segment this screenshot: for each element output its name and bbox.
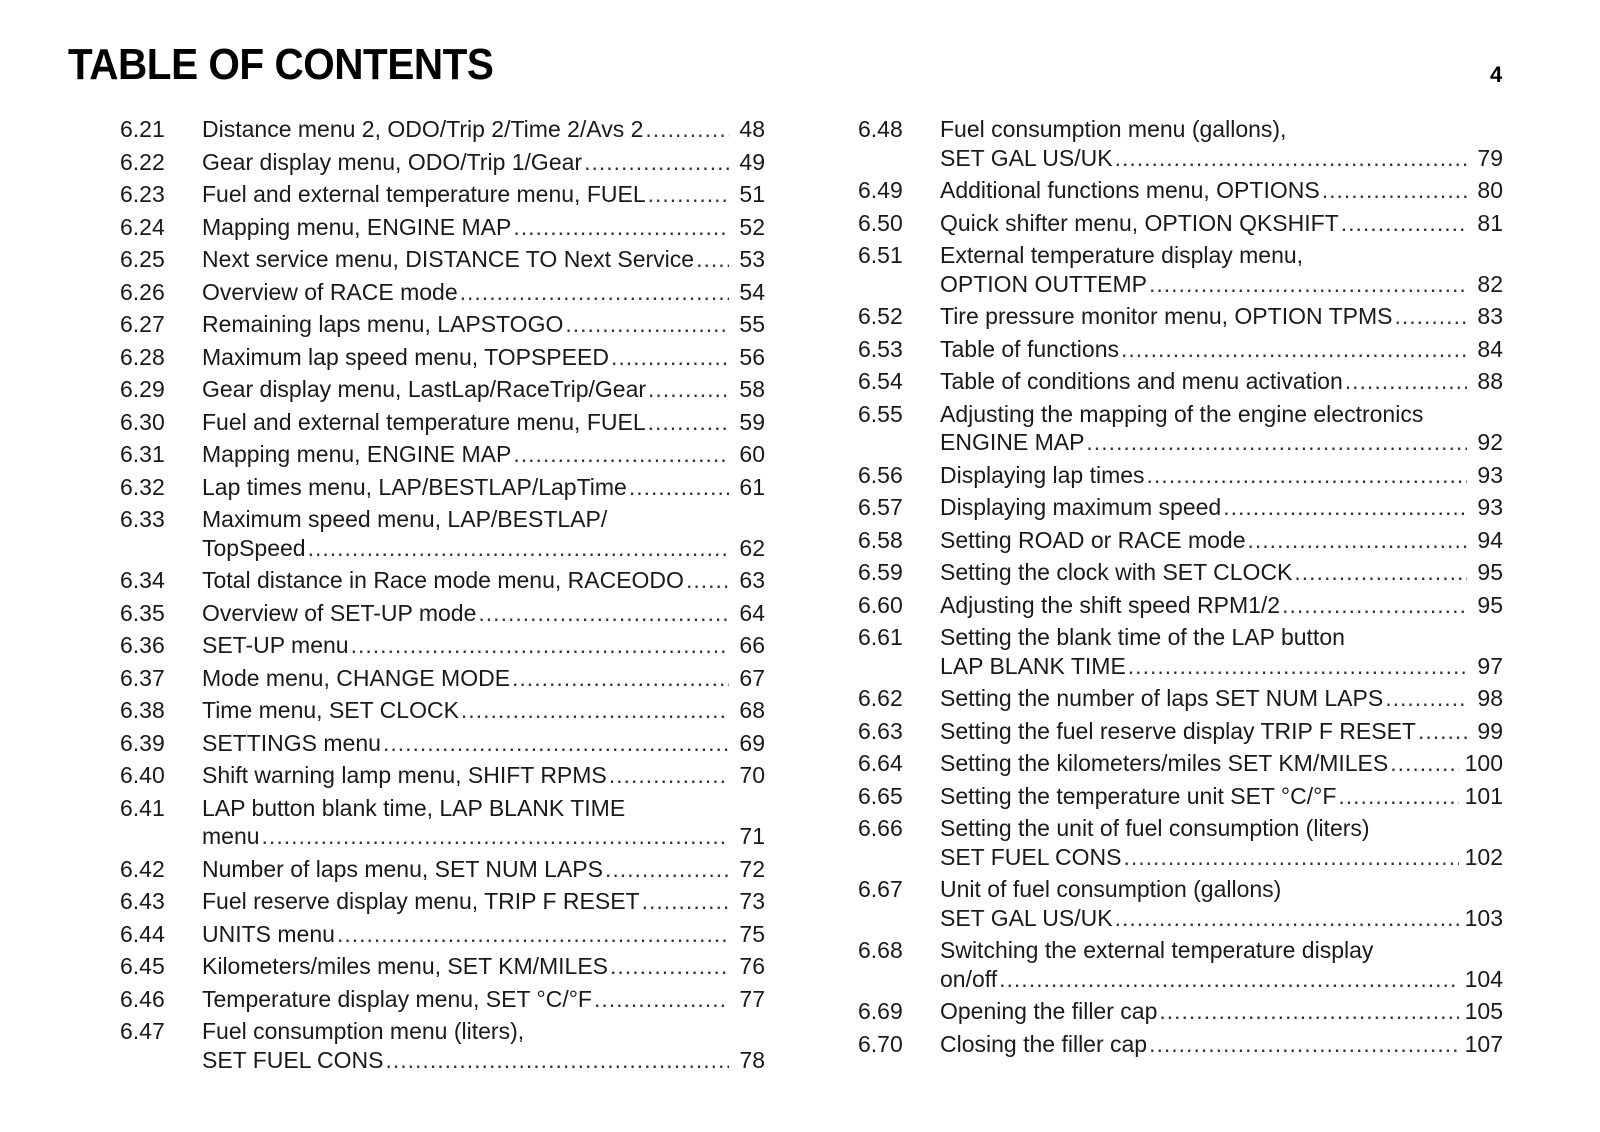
dot-leader: [513, 213, 729, 242]
section-number: 6.45: [120, 953, 165, 979]
section-number: 6.62: [858, 685, 903, 711]
section-number: 6.23: [120, 181, 165, 207]
toc-entry[interactable]: [120, 599, 765, 628]
toc-entry[interactable]: [120, 440, 765, 469]
page-ref[interactable]: 104: [1464, 965, 1503, 992]
section-number: 6.63: [858, 717, 903, 744]
section-title-line: Fuel consumption menu (liters),: [202, 1018, 525, 1044]
section-title: Overview of SET-UP mode: [202, 599, 477, 626]
section-title: Fuel and external temperature menu, FUEL: [202, 181, 646, 207]
dot-leader: [1147, 461, 1467, 490]
section-title: Quick shifter menu, OPTION QKSHIFT: [940, 209, 1339, 236]
toc-entry[interactable]: [120, 408, 765, 437]
section-title: Setting the number of laps SET NUM LAPS: [940, 685, 1384, 711]
section-title: on/off: [940, 965, 998, 992]
section-number: 6.53: [858, 335, 903, 362]
toc-entry[interactable]: [120, 180, 765, 209]
section-number: 6.70: [858, 1030, 903, 1057]
section-number: 6.29: [120, 376, 165, 402]
page-ref[interactable]: 52: [739, 213, 765, 240]
section-title-line: Maximum speed menu, LAP/BESTLAP/: [202, 506, 608, 532]
page-ref[interactable]: 58: [739, 376, 765, 402]
dot-leader: [686, 566, 729, 595]
dot-leader: [1294, 558, 1467, 587]
toc-entry[interactable]: [120, 566, 765, 595]
section-number: 6.24: [120, 213, 165, 240]
section-title: ENGINE MAP: [940, 429, 1085, 455]
section-number: 6.22: [120, 148, 165, 175]
page-ref[interactable]: 99: [1477, 717, 1503, 744]
dot-leader: [1394, 302, 1467, 331]
toc-entry[interactable]: [120, 1017, 765, 1074]
section-title-line: Setting the unit of fuel consumption (liters): [940, 815, 1370, 841]
section-number: 6.36: [120, 632, 165, 658]
toc-entry[interactable]: [858, 461, 1503, 490]
section-number: 6.40: [120, 762, 165, 788]
page-ref[interactable]: 94: [1477, 526, 1503, 553]
section-title: Tire pressure monitor menu, OPTION TPMS: [940, 303, 1393, 329]
toc-entry[interactable]: [120, 664, 765, 693]
section-number: 6.34: [120, 567, 165, 593]
toc-entry[interactable]: [858, 526, 1503, 555]
page-ref[interactable]: 71: [739, 823, 765, 849]
section-number: 6.58: [858, 526, 903, 553]
toc-entry[interactable]: [858, 367, 1503, 396]
toc-entry[interactable]: [858, 176, 1503, 205]
dot-leader: [609, 761, 729, 790]
page-ref[interactable]: 77: [739, 985, 765, 1012]
dot-leader: [642, 887, 729, 916]
toc-entry[interactable]: [858, 209, 1503, 238]
toc-entry[interactable]: [858, 591, 1503, 620]
dot-leader: [513, 440, 729, 469]
dot-leader: [1390, 749, 1458, 778]
section-title-line: External temperature display menu,: [940, 242, 1304, 268]
dot-leader: [478, 599, 729, 628]
dot-leader: [584, 148, 729, 177]
section-title: Adjusting the shift speed RPM1/2: [940, 591, 1281, 618]
dot-leader: [610, 952, 729, 981]
dot-leader: [512, 664, 729, 693]
toc-entry[interactable]: [858, 782, 1503, 811]
page-ref[interactable]: 53: [739, 246, 765, 272]
section-title: Opening the filler cap: [940, 998, 1158, 1024]
section-number: 6.27: [120, 311, 165, 337]
section-number: 6.61: [858, 624, 903, 650]
page-ref[interactable]: 97: [1477, 652, 1503, 679]
dot-leader: [1086, 428, 1467, 457]
section-number: 6.37: [120, 664, 165, 691]
section-number: 6.51: [858, 242, 903, 268]
dot-leader: [1149, 270, 1467, 299]
dot-leader: [1341, 209, 1467, 238]
dot-leader: [1121, 335, 1467, 364]
dot-leader: [1338, 782, 1458, 811]
section-title: UNITS menu: [202, 920, 335, 947]
toc-entry[interactable]: [120, 729, 765, 758]
dot-leader: [611, 343, 729, 372]
toc-entry[interactable]: [120, 343, 765, 372]
section-title: OPTION OUTTEMP: [940, 270, 1147, 297]
section-number: 6.30: [120, 408, 165, 435]
page-number: 4: [1490, 62, 1503, 87]
toc-entry[interactable]: [120, 278, 765, 307]
dot-leader: [1149, 1030, 1459, 1059]
toc-entry[interactable]: [858, 623, 1503, 680]
section-number: 6.49: [858, 177, 903, 203]
dot-leader: [648, 375, 729, 404]
section-title: LAP BLANK TIME: [940, 652, 1126, 679]
section-title: Setting ROAD or RACE mode: [940, 526, 1246, 553]
section-title: Setting the kilometers/miles SET KM/MILES: [940, 750, 1389, 776]
dot-leader: [351, 631, 729, 660]
section-number: 6.47: [120, 1018, 165, 1044]
page-ref[interactable]: 49: [739, 148, 765, 175]
page-ref[interactable]: 60: [739, 441, 765, 467]
page-ref[interactable]: 61: [739, 473, 765, 500]
section-title: Mapping menu, ENGINE MAP: [202, 213, 512, 240]
dot-leader: [629, 473, 729, 502]
page-ref[interactable]: 55: [739, 311, 765, 337]
page-ref[interactable]: 59: [739, 408, 765, 435]
section-title: Shift warning lamp menu, SHIFT RPMS: [202, 762, 607, 788]
section-title: Displaying maximum speed: [940, 494, 1222, 520]
page-ref[interactable]: 54: [739, 278, 765, 305]
section-number: 6.42: [120, 855, 165, 882]
section-title: SET GAL US/UK: [940, 144, 1113, 171]
toc-entry[interactable]: [120, 985, 765, 1014]
page-ref[interactable]: 80: [1477, 177, 1503, 203]
toc-entry[interactable]: [858, 400, 1503, 457]
section-title-line: Adjusting the mapping of the engine electronics: [940, 400, 1424, 427]
dot-leader: [594, 985, 729, 1014]
dot-leader: [308, 534, 729, 563]
toc-entry[interactable]: [858, 684, 1503, 713]
page-ref[interactable]: 101: [1464, 782, 1503, 809]
toc-entry[interactable]: [120, 473, 765, 502]
section-title: Additional functions menu, OPTIONS: [940, 177, 1320, 203]
section-number: 6.52: [858, 303, 903, 329]
page-ref[interactable]: 95: [1477, 559, 1503, 585]
section-title: Closing the filler cap: [940, 1030, 1148, 1057]
toc-entry[interactable]: [858, 558, 1503, 587]
section-number: 6.48: [858, 116, 903, 142]
section-number: 6.21: [120, 116, 165, 142]
section-title-line: Switching the external temperature display: [940, 937, 1374, 963]
toc-entry[interactable]: [120, 115, 765, 144]
section-number: 6.57: [858, 494, 903, 520]
section-title: Displaying lap times: [940, 461, 1145, 488]
section-title: SET-UP menu: [202, 632, 349, 658]
section-number: 6.65: [858, 782, 903, 809]
section-title: menu: [202, 823, 260, 849]
section-number: 6.67: [858, 876, 903, 902]
page-ref[interactable]: 78: [739, 1046, 765, 1073]
page-ref[interactable]: 98: [1477, 685, 1503, 711]
toc-entry[interactable]: [858, 814, 1503, 871]
section-title: Maximum lap speed menu, TOPSPEED: [202, 343, 609, 370]
section-number: 6.54: [858, 368, 903, 394]
dot-leader: [1345, 367, 1467, 396]
section-title: Setting the fuel reserve display TRIP F RESET: [940, 717, 1416, 744]
dot-leader: [605, 855, 729, 884]
toc-entry[interactable]: [120, 855, 765, 884]
page-ref[interactable]: 100: [1464, 750, 1503, 776]
section-title-line: LAP button blank time, LAP BLANK TIME: [202, 794, 626, 821]
dot-leader: [696, 245, 729, 274]
section-title: Distance menu 2, ODO/Trip 2/Time 2/Avs 2: [202, 116, 644, 142]
section-title: Fuel reserve display menu, TRIP F RESET: [202, 888, 640, 914]
dot-leader: [1123, 843, 1458, 872]
page-ref[interactable]: 76: [739, 953, 765, 979]
dot-leader: [1282, 591, 1467, 620]
section-number: 6.66: [858, 815, 903, 841]
section-number: 6.64: [858, 750, 903, 776]
page-ref[interactable]: 81: [1477, 209, 1503, 236]
toc-entry[interactable]: [120, 794, 765, 851]
toc-entry[interactable]: [858, 875, 1503, 932]
toc-entry[interactable]: [858, 335, 1503, 364]
page-title: TABLE OF CONTENTS: [68, 40, 494, 89]
toc-entry[interactable]: [858, 115, 1503, 172]
section-title: Gear display menu, ODO/Trip 1/Gear: [202, 148, 583, 175]
dot-leader: [1159, 997, 1458, 1026]
dot-leader: [337, 920, 729, 949]
page-ref[interactable]: 83: [1477, 303, 1503, 329]
page-ref[interactable]: 95: [1477, 591, 1503, 618]
toc-entry[interactable]: [120, 887, 765, 916]
dot-leader: [1223, 493, 1467, 522]
toc-entry[interactable]: [120, 920, 765, 949]
section-number: 6.59: [858, 559, 903, 585]
dot-leader: [1385, 684, 1467, 713]
dot-leader: [645, 115, 729, 144]
section-title: SETTINGS menu: [202, 729, 381, 756]
toc-entry[interactable]: [120, 245, 765, 274]
section-number: 6.26: [120, 278, 165, 305]
page-ref[interactable]: 67: [739, 664, 765, 691]
toc-entry[interactable]: [858, 1030, 1503, 1059]
page-ref[interactable]: 48: [739, 116, 765, 142]
dot-leader: [565, 310, 729, 339]
dot-leader: [1115, 144, 1467, 173]
page-ref[interactable]: 70: [739, 762, 765, 788]
page-ref[interactable]: 75: [739, 920, 765, 947]
dot-leader: [1418, 717, 1467, 746]
section-title: Mapping menu, ENGINE MAP: [202, 441, 512, 467]
toc-entry[interactable]: [120, 696, 765, 725]
dot-leader: [999, 965, 1458, 994]
section-title: Setting the clock with SET CLOCK: [940, 559, 1293, 585]
toc-entry[interactable]: [120, 375, 765, 404]
section-number: 6.60: [858, 591, 903, 618]
page-ref[interactable]: 84: [1477, 335, 1503, 362]
dot-leader: [1248, 526, 1467, 555]
page-ref[interactable]: 103: [1464, 904, 1503, 931]
page-ref[interactable]: 66: [739, 632, 765, 658]
section-number: 6.68: [858, 937, 903, 963]
section-number: 6.38: [120, 697, 165, 723]
section-title: Kilometers/miles menu, SET KM/MILES: [202, 953, 609, 979]
section-title-line: Fuel consumption menu (gallons),: [940, 116, 1287, 142]
dot-leader: [1128, 652, 1467, 681]
section-title: Table of conditions and menu activation: [940, 368, 1343, 394]
toc-right-column: [858, 115, 1503, 1062]
page-ref[interactable]: 102: [1464, 843, 1503, 870]
page-ref[interactable]: 105: [1464, 998, 1503, 1024]
section-number: 6.50: [858, 209, 903, 236]
toc-entry[interactable]: [858, 302, 1503, 331]
section-title: Number of laps menu, SET NUM LAPS: [202, 855, 603, 882]
section-number: 6.28: [120, 343, 165, 370]
section-number: 6.41: [120, 794, 165, 821]
dot-leader: [648, 180, 729, 209]
page-ref[interactable]: 62: [739, 534, 765, 561]
toc-left-column: [120, 115, 765, 1078]
toc-entry[interactable]: [858, 749, 1503, 778]
section-number: 6.25: [120, 246, 165, 272]
page-ref[interactable]: 51: [739, 181, 765, 207]
toc-entry[interactable]: [858, 936, 1503, 993]
dot-leader: [262, 822, 729, 851]
section-title: Temperature display menu, SET °C/°F: [202, 985, 592, 1012]
section-title: Lap times menu, LAP/BESTLAP/LapTime: [202, 473, 627, 500]
page-ref[interactable]: 68: [739, 697, 765, 723]
section-title: Mode menu, CHANGE MODE: [202, 664, 511, 691]
section-title: SET FUEL CONS: [940, 843, 1122, 870]
page-ref[interactable]: 73: [739, 888, 765, 914]
dot-leader: [460, 278, 729, 307]
page-ref[interactable]: 79: [1477, 144, 1503, 171]
toc-entry[interactable]: [858, 493, 1503, 522]
section-title: SET FUEL CONS: [202, 1046, 384, 1073]
page-ref[interactable]: 107: [1464, 1030, 1503, 1057]
page-ref[interactable]: 56: [739, 343, 765, 370]
section-title-line: Setting the blank time of the LAP button: [940, 624, 1345, 650]
section-title: SET GAL US/UK: [940, 904, 1113, 931]
page-ref[interactable]: 69: [739, 729, 765, 756]
section-number: 6.39: [120, 729, 165, 756]
page-ref[interactable]: 93: [1477, 494, 1503, 520]
toc-entry[interactable]: [120, 148, 765, 177]
toc-entry[interactable]: [120, 310, 765, 339]
page-ref[interactable]: 64: [739, 599, 765, 626]
section-title: TopSpeed: [202, 534, 306, 561]
toc-entry[interactable]: [858, 997, 1503, 1026]
section-number: 6.46: [120, 985, 165, 1012]
section-number: 6.55: [858, 400, 903, 427]
toc-entry[interactable]: [120, 505, 765, 562]
section-title-line: Unit of fuel consumption (gallons): [940, 876, 1282, 902]
section-title: Fuel and external temperature menu, FUEL: [202, 408, 646, 435]
section-number: 6.43: [120, 888, 165, 914]
toc-entry[interactable]: [120, 761, 765, 790]
dot-leader: [383, 729, 729, 758]
page-ref[interactable]: 82: [1477, 270, 1503, 297]
section-number: 6.35: [120, 599, 165, 626]
toc-entry[interactable]: [120, 952, 765, 981]
toc-entry[interactable]: [858, 241, 1503, 298]
section-number: 6.44: [120, 920, 165, 947]
page-ref[interactable]: 92: [1477, 429, 1503, 455]
section-title: Total distance in Race mode menu, RACEODO: [202, 567, 684, 593]
page-ref[interactable]: 72: [739, 855, 765, 882]
dot-leader: [648, 408, 729, 437]
section-number: 6.69: [858, 998, 903, 1024]
section-title: Time menu, SET CLOCK: [202, 697, 459, 723]
dot-leader: [461, 696, 729, 725]
page-ref[interactable]: 93: [1477, 461, 1503, 488]
dot-leader: [1322, 176, 1467, 205]
dot-leader: [385, 1046, 729, 1075]
toc-entry[interactable]: [120, 213, 765, 242]
section-title: Next service menu, DISTANCE TO Next Service: [202, 246, 695, 272]
toc-entry[interactable]: [120, 631, 765, 660]
section-number: 6.31: [120, 441, 165, 467]
dot-leader: [1115, 904, 1459, 933]
section-title: Gear display menu, LastLap/RaceTrip/Gear: [202, 376, 647, 402]
page-ref[interactable]: 88: [1477, 368, 1503, 394]
section-number: 6.32: [120, 473, 165, 500]
section-number: 6.33: [120, 506, 165, 532]
section-title: Remaining laps menu, LAPSTOGO: [202, 311, 564, 337]
section-title: Table of functions: [940, 335, 1120, 362]
page-ref[interactable]: 63: [739, 567, 765, 593]
section-title: Setting the temperature unit SET °C/°F: [940, 782, 1337, 809]
toc-entry[interactable]: [858, 717, 1503, 746]
section-number: 6.56: [858, 461, 903, 488]
section-title: Overview of RACE mode: [202, 278, 458, 305]
